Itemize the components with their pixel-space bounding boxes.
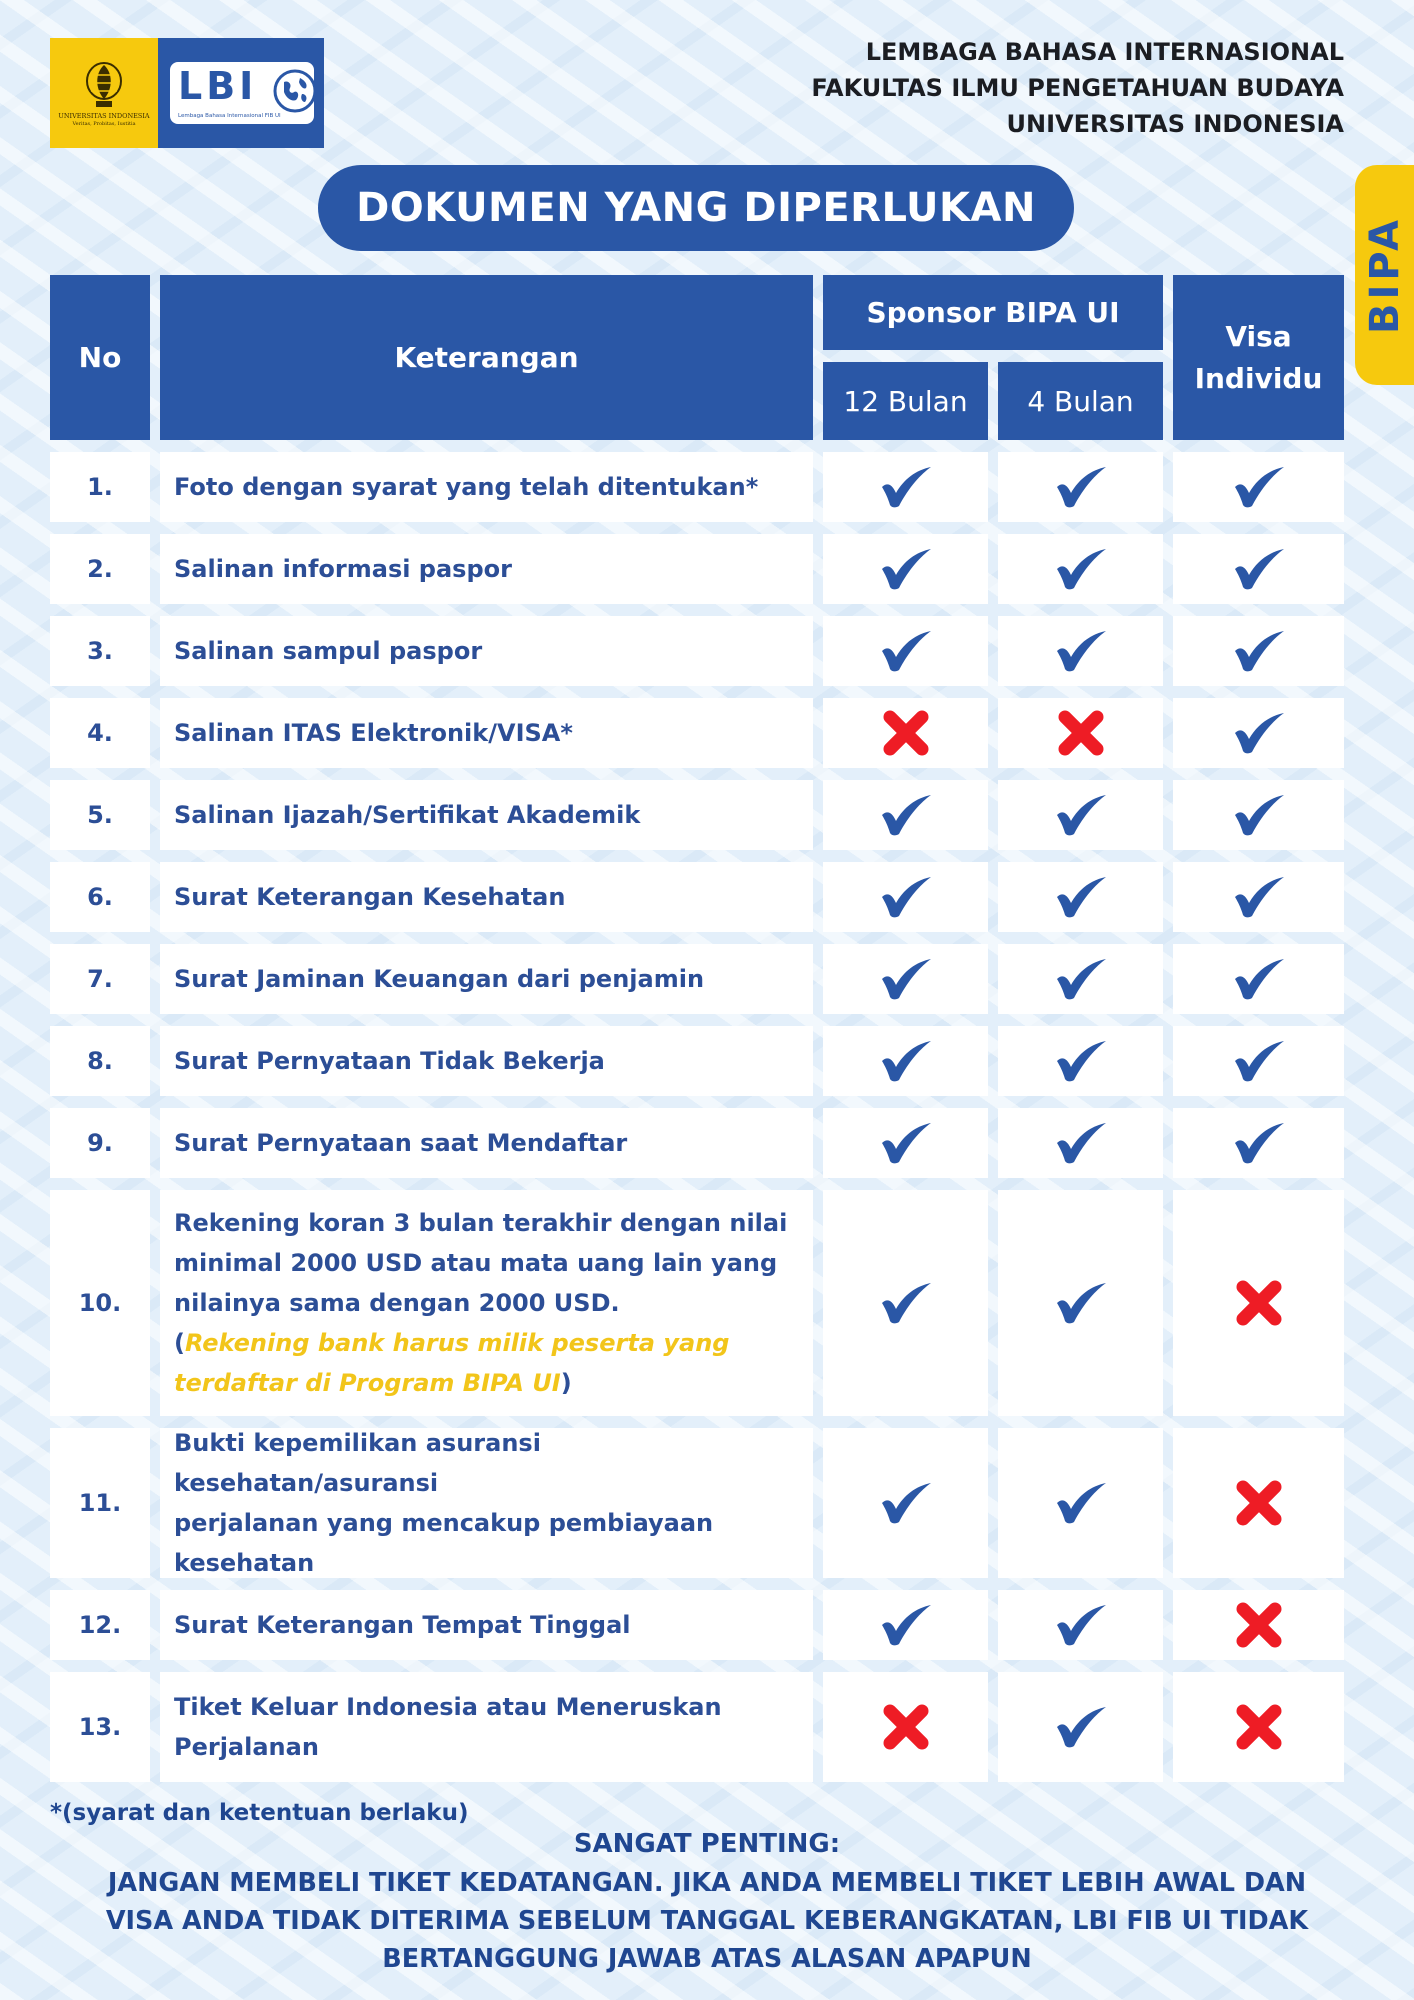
mark-visa-individu xyxy=(1173,1108,1344,1178)
row-description xyxy=(160,452,813,522)
checkmark-icon xyxy=(878,1281,934,1325)
row-description xyxy=(160,534,813,604)
description-line: kesehatan xyxy=(174,1549,315,1577)
mark-visa-individu xyxy=(1173,780,1344,850)
description-line: Foto dengan syarat yang telah ditentukan* xyxy=(174,473,759,501)
ownership-note: Rekening bank harus milik peserta yang xyxy=(184,1329,730,1357)
page-title: DOKUMEN YANG DIPERLUKAN xyxy=(318,165,1074,251)
mark-visa-individu xyxy=(1173,1190,1344,1416)
mark-4-bulan xyxy=(998,1108,1163,1178)
mark-4-bulan xyxy=(998,616,1163,686)
row-description xyxy=(160,780,813,850)
row-description-text xyxy=(174,959,704,999)
row-description xyxy=(160,944,813,1014)
description-line: Surat Keterangan Tempat Tinggal xyxy=(174,1611,631,1639)
checkmark-icon xyxy=(1053,793,1109,837)
description-line: Salinan Ijazah/Sertifikat Akademik xyxy=(174,801,641,829)
checkmark-icon xyxy=(1231,711,1287,755)
cross-icon xyxy=(1234,1702,1284,1752)
checkmark-icon xyxy=(878,1603,934,1647)
checkmark-icon xyxy=(1053,875,1109,919)
mark-4-bulan xyxy=(998,534,1163,604)
checkmark-icon xyxy=(1231,1039,1287,1083)
mark-12-bulan xyxy=(823,1190,988,1416)
checkmark-icon xyxy=(1053,1281,1109,1325)
bipa-side-tab-label: BIPA xyxy=(1361,216,1408,334)
cross-icon xyxy=(1234,1600,1284,1650)
note-close-paren: ) xyxy=(560,1369,572,1397)
important-line-1: JANGAN MEMBELI TIKET KEDATANGAN. JIKA ANDA MEMBELI TIKET LEBIH AWAL DAN xyxy=(107,1868,1307,1898)
mark-12-bulan xyxy=(823,1590,988,1660)
checkmark-icon xyxy=(878,957,934,1001)
description-line: Surat Jaminan Keuangan dari penjamin xyxy=(174,965,705,993)
row-number: 8. xyxy=(50,1026,150,1096)
mark-4-bulan xyxy=(998,862,1163,932)
mark-visa-individu xyxy=(1173,534,1344,604)
row-description xyxy=(160,1672,813,1782)
ui-logo-name: UNIVERSITAS INDONESIA xyxy=(58,111,150,120)
cross-icon xyxy=(881,1702,931,1752)
checkmark-icon xyxy=(1231,1121,1287,1165)
row-description xyxy=(160,1026,813,1096)
mark-4-bulan xyxy=(998,1190,1163,1416)
mark-12-bulan xyxy=(823,698,988,768)
description-line: Tiket Keluar Indonesia atau Meneruskan xyxy=(174,1693,722,1721)
checkmark-icon xyxy=(1053,1039,1109,1083)
description-line: Surat Keterangan Kesehatan xyxy=(174,883,566,911)
checkmark-icon xyxy=(878,1121,934,1165)
row-number: 10. xyxy=(50,1190,150,1416)
mark-visa-individu xyxy=(1173,1026,1344,1096)
lbi-logo xyxy=(158,38,324,148)
header-sponsor: Sponsor BIPA UI xyxy=(823,275,1163,350)
row-description-text xyxy=(174,549,512,589)
checkmark-icon xyxy=(1053,629,1109,673)
row-number: 2. xyxy=(50,534,150,604)
checkmark-icon xyxy=(878,465,934,509)
checkmark-icon xyxy=(1053,547,1109,591)
checkmark-icon xyxy=(1053,1481,1109,1525)
mark-12-bulan xyxy=(823,534,988,604)
header-sponsor-12-bulan: 12 Bulan xyxy=(823,362,988,440)
institution-line-2: FAKULTAS ILMU PENGETAHUAN BUDAYA xyxy=(811,74,1344,102)
mark-12-bulan xyxy=(823,452,988,522)
note-line xyxy=(174,1323,787,1363)
header-keterangan: Keterangan xyxy=(160,275,813,440)
mark-12-bulan xyxy=(823,944,988,1014)
mark-4-bulan xyxy=(998,452,1163,522)
ui-logo xyxy=(50,38,158,148)
row-description xyxy=(160,616,813,686)
row-description-text xyxy=(174,1605,631,1645)
mark-4-bulan xyxy=(998,780,1163,850)
mark-visa-individu xyxy=(1173,1428,1344,1578)
checkmark-icon xyxy=(1053,1603,1109,1647)
mark-4-bulan xyxy=(998,698,1163,768)
description-line: Surat Pernyataan saat Mendaftar xyxy=(174,1129,628,1157)
mark-4-bulan xyxy=(998,1672,1163,1782)
mark-12-bulan xyxy=(823,1026,988,1096)
mark-visa-individu xyxy=(1173,1590,1344,1660)
checkmark-icon xyxy=(1231,629,1287,673)
mark-visa-individu xyxy=(1173,862,1344,932)
row-number: 3. xyxy=(50,616,150,686)
description-line: Salinan informasi paspor xyxy=(174,555,512,583)
cross-icon xyxy=(1234,1278,1284,1328)
row-number: 5. xyxy=(50,780,150,850)
lbi-logo-box xyxy=(170,62,314,124)
note-open-paren: ( xyxy=(174,1329,185,1357)
checkmark-icon xyxy=(878,1481,934,1525)
mark-visa-individu xyxy=(1173,452,1344,522)
description-line: minimal 2000 USD atau mata uang lain yang xyxy=(174,1249,778,1277)
checkmark-icon xyxy=(1053,1705,1109,1749)
row-description-text xyxy=(174,877,565,917)
row-number: 6. xyxy=(50,862,150,932)
checkmark-icon xyxy=(1231,547,1287,591)
row-number: 9. xyxy=(50,1108,150,1178)
checkmark-icon xyxy=(1231,957,1287,1001)
lbi-logo-text: LBI xyxy=(178,64,258,108)
row-number: 11. xyxy=(50,1428,150,1578)
checkmark-icon xyxy=(878,547,934,591)
checkmark-icon xyxy=(1231,465,1287,509)
lbi-logo-subtitle: Lembaga Bahasa Internasional FIB UI xyxy=(178,113,281,119)
cross-icon xyxy=(881,708,931,758)
institution-line-1: LEMBAGA BAHASA INTERNASIONAL xyxy=(865,38,1344,66)
row-description-text xyxy=(174,1123,627,1163)
mark-12-bulan xyxy=(823,1108,988,1178)
important-line-3: BERTANGGUNG JAWAB ATAS ALASAN APAPUN xyxy=(382,1944,1032,1974)
header-no: No xyxy=(50,275,150,440)
important-title: SANGAT PENTING: xyxy=(573,1829,841,1859)
row-description-text xyxy=(174,1423,799,1583)
description-line: nilainya sama dengan 2000 USD. xyxy=(174,1289,620,1317)
row-description-text xyxy=(174,1041,605,1081)
row-number: 4. xyxy=(50,698,150,768)
header-visa-individu xyxy=(1173,275,1344,440)
description-line: Bukti kepemilikan asuransi kesehatan/asuransi xyxy=(174,1429,541,1497)
row-description xyxy=(160,1428,813,1578)
checkmark-icon xyxy=(878,793,934,837)
mark-12-bulan xyxy=(823,616,988,686)
mark-visa-individu xyxy=(1173,698,1344,768)
checkmark-icon xyxy=(878,1039,934,1083)
institution-line-3: UNIVERSITAS INDONESIA xyxy=(1006,110,1344,138)
row-number: 1. xyxy=(50,452,150,522)
mark-4-bulan xyxy=(998,1590,1163,1660)
cross-icon xyxy=(1234,1478,1284,1528)
row-description-text xyxy=(174,1687,722,1767)
mark-visa-individu xyxy=(1173,944,1344,1014)
row-description xyxy=(160,862,813,932)
checkmark-icon xyxy=(1231,793,1287,837)
note-line xyxy=(174,1363,787,1403)
description-line: Salinan ITAS Elektronik/VISA* xyxy=(174,719,573,747)
ui-logo-motto: Veritas, Probitas, Iustitia xyxy=(72,121,136,128)
description-line: Salinan sampul paspor xyxy=(174,637,483,665)
row-description-text xyxy=(174,713,573,753)
description-line: Rekening koran 3 bulan terakhir dengan nilai xyxy=(174,1209,788,1237)
row-number: 13. xyxy=(50,1672,150,1782)
mark-4-bulan xyxy=(998,944,1163,1014)
mark-12-bulan xyxy=(823,780,988,850)
row-description xyxy=(160,1108,813,1178)
mark-4-bulan xyxy=(998,1428,1163,1578)
logo-group xyxy=(50,38,324,148)
bipa-side-tab xyxy=(1355,165,1414,385)
description-line: Surat Pernyataan Tidak Bekerja xyxy=(174,1047,605,1075)
mark-12-bulan xyxy=(823,1428,988,1578)
institution-block xyxy=(811,34,1344,142)
mark-visa-individu xyxy=(1173,1672,1344,1782)
description-line: Perjalanan xyxy=(174,1733,319,1761)
mark-visa-individu xyxy=(1173,616,1344,686)
mark-12-bulan xyxy=(823,862,988,932)
header-visa-line-1: Visa xyxy=(1225,319,1292,353)
row-description-text xyxy=(174,795,640,835)
row-description xyxy=(160,1590,813,1660)
description-line: perjalanan yang mencakup pembiayaan xyxy=(174,1509,714,1537)
mark-12-bulan xyxy=(823,1672,988,1782)
row-description xyxy=(160,1190,813,1416)
header-visa-line-2: Individu xyxy=(1194,361,1323,395)
checkmark-icon xyxy=(878,629,934,673)
checkmark-icon xyxy=(1053,465,1109,509)
mark-4-bulan xyxy=(998,1026,1163,1096)
row-description-text xyxy=(174,467,758,507)
row-number: 7. xyxy=(50,944,150,1014)
checkmark-icon xyxy=(1231,875,1287,919)
row-description xyxy=(160,698,813,768)
globe-icon xyxy=(272,68,318,114)
important-notice xyxy=(60,1864,1354,1978)
checkmark-icon xyxy=(1053,957,1109,1001)
header-sponsor-4-bulan: 4 Bulan xyxy=(998,362,1163,440)
row-description-text xyxy=(174,631,482,671)
cross-icon xyxy=(1056,708,1106,758)
makara-emblem-icon xyxy=(81,59,127,111)
footnote: *(syarat dan ketentuan berlaku) xyxy=(50,1800,469,1826)
checkmark-icon xyxy=(1053,1121,1109,1165)
row-description-text xyxy=(174,1203,787,1403)
ownership-note: terdaftar di Program BIPA UI xyxy=(174,1369,561,1397)
important-line-2: VISA ANDA TIDAK DITERIMA SEBELUM TANGGAL KEBERANGKATAN, LBI FIB UI TIDAK xyxy=(105,1906,1309,1936)
row-number: 12. xyxy=(50,1590,150,1660)
checkmark-icon xyxy=(878,875,934,919)
